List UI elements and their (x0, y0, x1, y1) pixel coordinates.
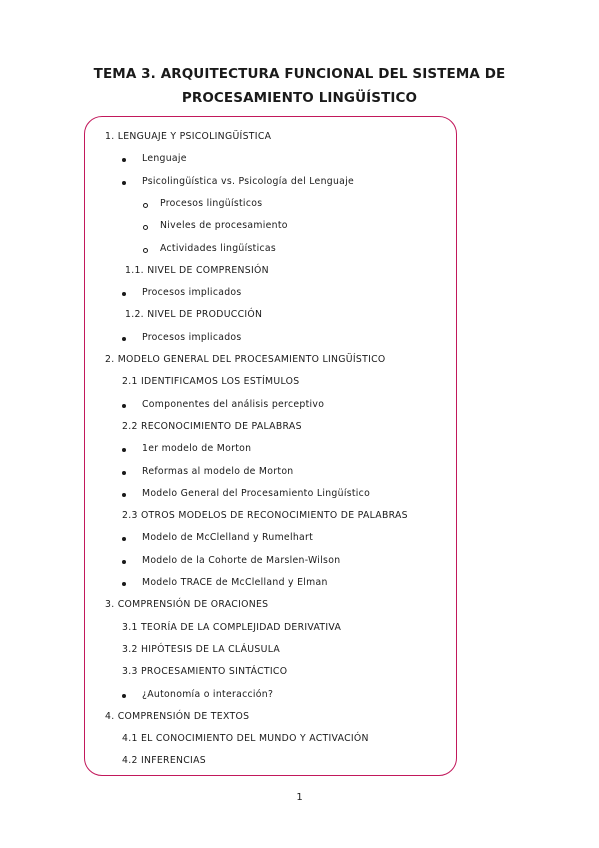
toc-entry: Modelo TRACE de McClelland y Elman (142, 577, 328, 588)
toc-entry: Modelo de la Cohorte de Marslen-Wilson (142, 554, 341, 566)
toc-entry: 1.2. NIVEL DE PRODUCCIÓN (125, 309, 263, 321)
toc-entry: Reformas al modelo de Morton (142, 465, 294, 477)
page-number: 1 (296, 792, 303, 803)
toc-entry: 4. COMPRENSIÓN DE TEXTOS (105, 710, 250, 722)
toc-entry: 3. COMPRENSIÓN DE ORACIONES (105, 599, 269, 611)
bullet-icon (122, 181, 126, 185)
bullet-icon (122, 560, 126, 564)
bullet-icon (122, 694, 126, 698)
toc-entry: 3.2 HIPÓTESIS DE LA CLÁUSULA (122, 643, 281, 655)
toc-entry: Psicolingüística vs. Psicología del Lenguaje (142, 175, 355, 187)
toc-entry: 1. LENGUAJE Y PSICOLINGÜÍSTICA (105, 131, 272, 142)
toc-entry: 4.1 EL CONOCIMIENTO DEL MUNDO Y ACTIVACIÓN (122, 733, 369, 745)
toc-entry: 2.2 RECONOCIMIENTO DE PALABRAS (122, 420, 302, 432)
toc-entry: Niveles de procesamiento (160, 220, 288, 232)
toc-entry: 2.1 IDENTIFICAMOS LOS ESTÍMULOS (122, 376, 300, 388)
toc-entry: 2. MODELO GENERAL DEL PROCESAMIENTO LINGÜÍSTICO (105, 354, 386, 365)
toc-entry: Actividades lingüísticas (160, 242, 276, 254)
toc-entry: 1.1. NIVEL DE COMPRENSIÓN (125, 264, 269, 276)
circle-bullet-icon (143, 248, 148, 253)
toc-entry: Lenguaje (142, 153, 187, 165)
toc-entry: 4.2 INFERENCIAS (122, 755, 206, 767)
toc-entry: 2.3 OTROS MODELOS DE RECONOCIMIENTO DE PALABRAS (122, 510, 408, 522)
toc-entry: Modelo de McClelland y Rumelhart (142, 532, 314, 544)
toc-entry: Componentes del análisis perceptivo (142, 398, 325, 410)
document-title: TEMA 3. ARQUITECTURA FUNCIONAL DEL SISTEMA DE PROCESAMIENTO LINGÜÍSTICO (93, 66, 506, 106)
bullet-icon (122, 337, 126, 341)
toc-entry: Modelo General del Procesamiento Lingüístico (142, 487, 371, 499)
toc-entry: 3.1 TEORÍA DE LA COMPLEJIDAD DERIVATIVA (122, 621, 342, 633)
bullet-icon (122, 404, 126, 408)
toc-entry: 1er modelo de Morton (142, 443, 252, 455)
toc-entry: ¿Autonomía o interacción? (142, 688, 274, 700)
toc-entry: 3.3 PROCESAMIENTO SINTÁCTICO (122, 666, 288, 678)
toc-entry: Procesos implicados (142, 287, 242, 299)
bullet-icon (122, 493, 126, 497)
toc-entry: Procesos lingüísticos (160, 197, 263, 209)
bullet-icon (122, 471, 126, 475)
circle-bullet-icon (143, 203, 148, 208)
toc-entry: Procesos implicados (142, 331, 242, 343)
bullet-icon (122, 582, 126, 586)
